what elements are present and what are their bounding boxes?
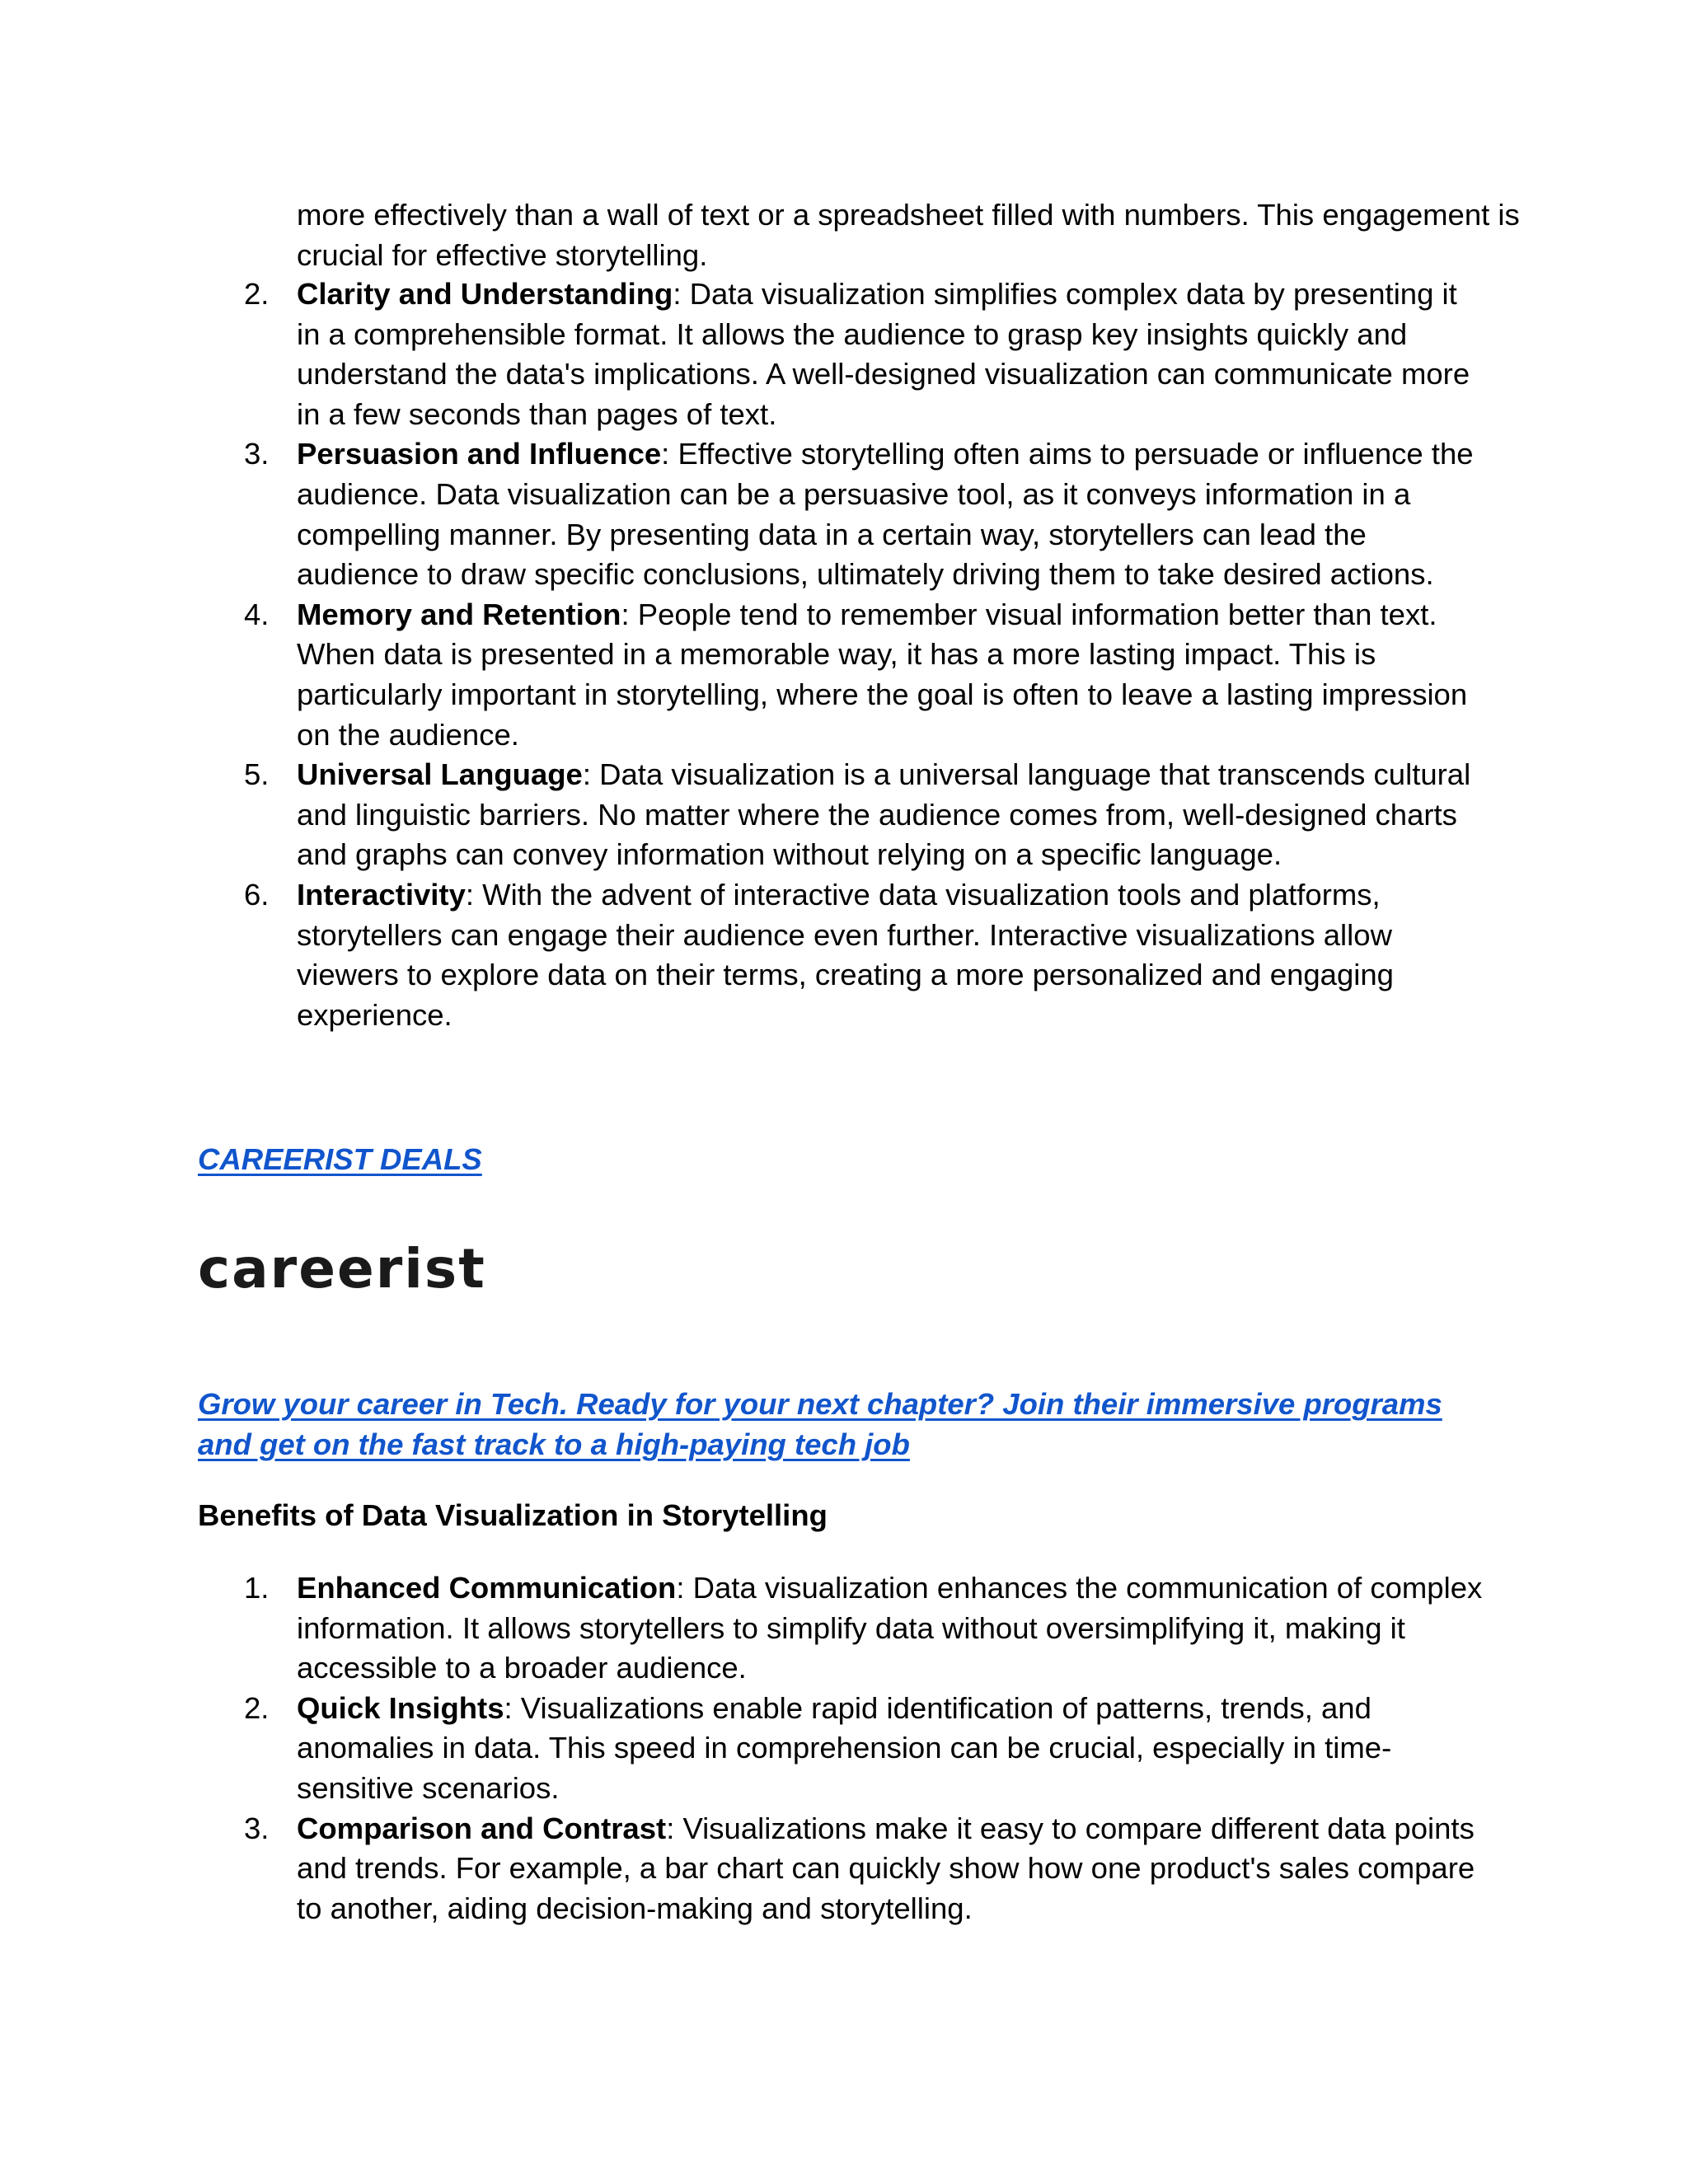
list-text: : Visualizations make it easy to compare different data points and trends. For example, a bar chart can quickly show how one product's sales compare to another, aiding decision-making and storytelling. — [297, 1811, 1475, 1925]
benefits-list — [198, 1568, 1484, 1929]
list-number: 3. — [244, 1811, 270, 1845]
list-text: : With the advent of interactive data visualization tools and platforms, storytellers can engage their audience even further. Interactive visualizations allow viewers to explore data on their terms, creating a more personalized and engaging experience. — [297, 877, 1394, 1032]
list-text: : Data visualization simplifies complex data by presenting it in a comprehensible format. It allows the audience to grasp key insights quickly and understand the data's implications. A well-designed visualization can communicate more in a few seconds than pages of text. — [297, 277, 1470, 431]
list-text: : People tend to remember visual information better than text. When data is presented in a memorable way, it has a more lasting impact. This is particularly important in storytelling, where the goal is often to leave a lasting impression on the audience. — [297, 597, 1468, 752]
list-text: : Visualizations enable rapid identification of patterns, trends, and anomalies in data. This speed in comprehension can be crucial, especially in time-sensitive scenarios. — [297, 1690, 1392, 1805]
list-text: : Data visualization is a universal language that transcends cultural and linguistic barriers. No matter where the audience comes from, well-designed charts and graphs can convey information without relying on a specific language. — [297, 757, 1471, 872]
list-term: Clarity and Understanding — [297, 277, 673, 311]
list-number: 1. — [244, 1571, 270, 1605]
list-item — [198, 1809, 1484, 1929]
list-text: : Effective storytelling often aims to persuade or influence the audience. Data visualization can be a persuasive tool, as it conveys information in a compelling manner. By presenting data in a certain way, storytellers can lead the audience to draw specific conclusions, ultimately driving them to take desired actions. — [297, 437, 1474, 592]
list-term: Comparison and Contrast — [297, 1811, 667, 1845]
list-term: Enhanced Communication — [297, 1571, 677, 1605]
continuation-text: more effectively than a wall of text or a spreadsheet filled with numbers. This engagement is crucial for effective storytelling. — [297, 198, 1520, 272]
list-term: Interactivity — [297, 877, 466, 912]
list-item — [198, 755, 1484, 875]
list-item — [198, 274, 1484, 434]
list-text: : Data visualization enhances the communication of complex information. It allows storytellers to simplify data without oversimplifying it, making it accessible to a broader audience. — [297, 1571, 1483, 1685]
list-number: 6. — [244, 877, 270, 912]
section-heading: Benefits of Data Visualization in Storytelling — [198, 1498, 828, 1532]
list-number: 3. — [244, 437, 270, 471]
list-item — [198, 1568, 1484, 1689]
list-number: 5. — [244, 757, 270, 792]
list-item — [198, 875, 1484, 1035]
list-term: Memory and Retention — [297, 597, 621, 631]
careerist-deals-link[interactable]: CAREERIST DEALS — [198, 1142, 482, 1176]
list-item — [198, 1689, 1484, 1809]
careerist-logo: careerist — [198, 1237, 486, 1301]
list-item — [198, 595, 1484, 755]
careerist-promo-link[interactable]: Grow your career in Tech. Ready for your next chapter? Join their immersive programs and get on the fast track to a high-paying tech job — [198, 1387, 1442, 1461]
list-term: Persuasion and Influence — [297, 437, 662, 471]
reasons-list — [198, 274, 1484, 1035]
list-term: Quick Insights — [297, 1690, 504, 1725]
list-number: 2. — [244, 277, 270, 311]
list-number: 4. — [244, 597, 270, 631]
list-term: Universal Language — [297, 757, 583, 792]
list-number: 2. — [244, 1690, 270, 1725]
list-item — [198, 434, 1484, 594]
